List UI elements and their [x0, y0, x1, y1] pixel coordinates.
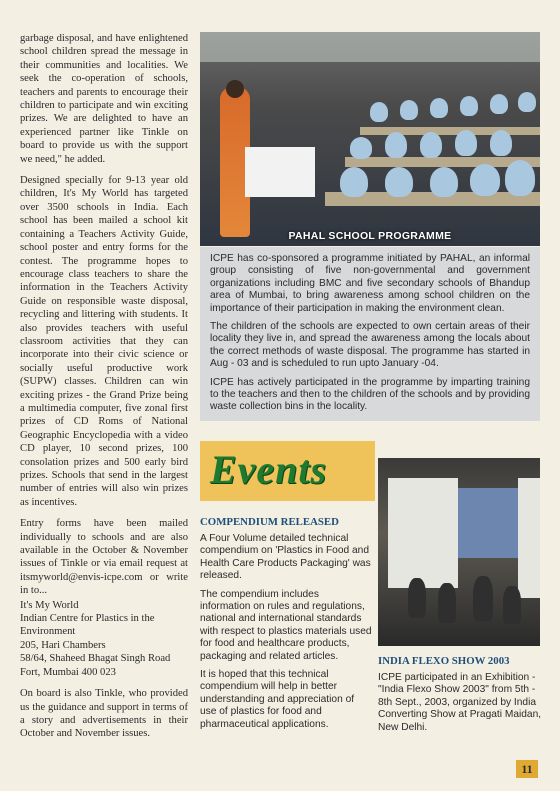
- events-title: Events: [210, 447, 328, 492]
- page-number: 11: [516, 760, 538, 778]
- pahal-info-box: [200, 247, 540, 421]
- contact-address: [20, 599, 188, 679]
- compendium-heading: COMPENDIUM RELEASED: [200, 516, 339, 528]
- photo-caption: PAHAL SCHOOL PROGRAMME: [288, 230, 452, 242]
- left-paragraph-2: Designed specially for 9-13 year old children, It's My World has targeted over 3500 schools in India. Each school has been mailed a school kit containing a Teachers Activity Guide, school poster and entry forms for the contest. The programme hopes to encourage class teachers to share the information in the Teachers Activity Guide on responsible waste disposal, recycling and littering with students. It also provides teachers with useful classroom activities that they can incorporate into their civic science or socially useful productive work (SUPW) classes. Children can win exciting prizes - the Grand Prize being a multimedia computer, five zonal first prizes of CD Roms of National Geographic Encyclopedia with a video CD player, 10 second prizes, 100 consolation prizes and 500 early bird prizes. Schools that send in the largest number of entries will also win prizes as incentives.: [20, 175, 188, 508]
- compendium-paragraph-3: It is hoped that this technical compendium will help in better understanding and appreciation of use of plastics for food and pharmaceutical applications.: [200, 669, 355, 730]
- left-paragraph-3: Entry forms have been mailed individually to schools and are also available in the October & November issues of Tinkle or via email request at itsmyworld@envis-icpe.com or write in to...: [20, 518, 188, 597]
- address-line: Indian Centre for Plastics in the Environment: [20, 613, 155, 638]
- teacher-table: [245, 147, 315, 197]
- compendium-paragraph-2: The compendium includes information on rules and regulations, national and international standards with respect to plastics materials used for food and healthcare products, packaging and related articles.: [200, 588, 372, 662]
- compendium-paragraph-1: A Four Volume detailed technical compendium on 'Plastics in Food and Health Care Products Packaging' was released.: [200, 533, 371, 582]
- classroom-photo: [200, 32, 540, 246]
- compendium-body: [200, 533, 372, 737]
- pahal-paragraph-3: ICPE has actively participated in the programme by imparting training to the teachers and then to the children of the schools and by providing waste collection bins in the locality.: [210, 376, 530, 413]
- address-line: It's My World: [20, 599, 79, 611]
- left-paragraph-1: garbage disposal, and have enlightened school children spread the message in their communities and localities. We seek the co-operation of schools, teachers and parents to encourage their children to participate and win exciting prizes. We are delighted to have an experienced partner like Tinkle on board to provide us with the support we need," he added.: [20, 33, 188, 165]
- address-line: 205, Hari Chambers: [20, 639, 106, 651]
- left-column: [20, 32, 188, 749]
- address-line: 58/64, Shaheed Bhagat Singh Road: [20, 653, 171, 665]
- pahal-paragraph-1: ICPE has co-sponsored a programme initiated by PAHAL, an informal group consisting of five non-governmental and government organizations including BMC and five secondary schools of Bhandup area of Mumbai, to bring awareness among school children on the importance of their participation in making the environment clean.: [210, 253, 530, 314]
- flexo-heading: INDIA FLEXO SHOW 2003: [378, 655, 510, 667]
- address-line: Fort, Mumbai 400 023: [20, 666, 116, 678]
- exhibition-photo: [378, 458, 540, 646]
- flexo-body: ICPE participated in an Exhibition - "India Flexo Show 2003" from 5th - 8th Sept., 2003, organized by India Converting Show at Pragati Maidan, New Delhi.: [378, 672, 542, 733]
- pahal-paragraph-2: The children of the schools are expected to own certain areas of their locality they live in, and spread the awareness among the locals about the correct methods of waste disposal. The programme has started in Aug - 03 and is scheduled to run upto January -04.: [210, 321, 530, 370]
- left-closing: On board is also Tinkle, who provided us the guidance and support in terms of a story and advertisements in their October and November issues.: [20, 688, 188, 740]
